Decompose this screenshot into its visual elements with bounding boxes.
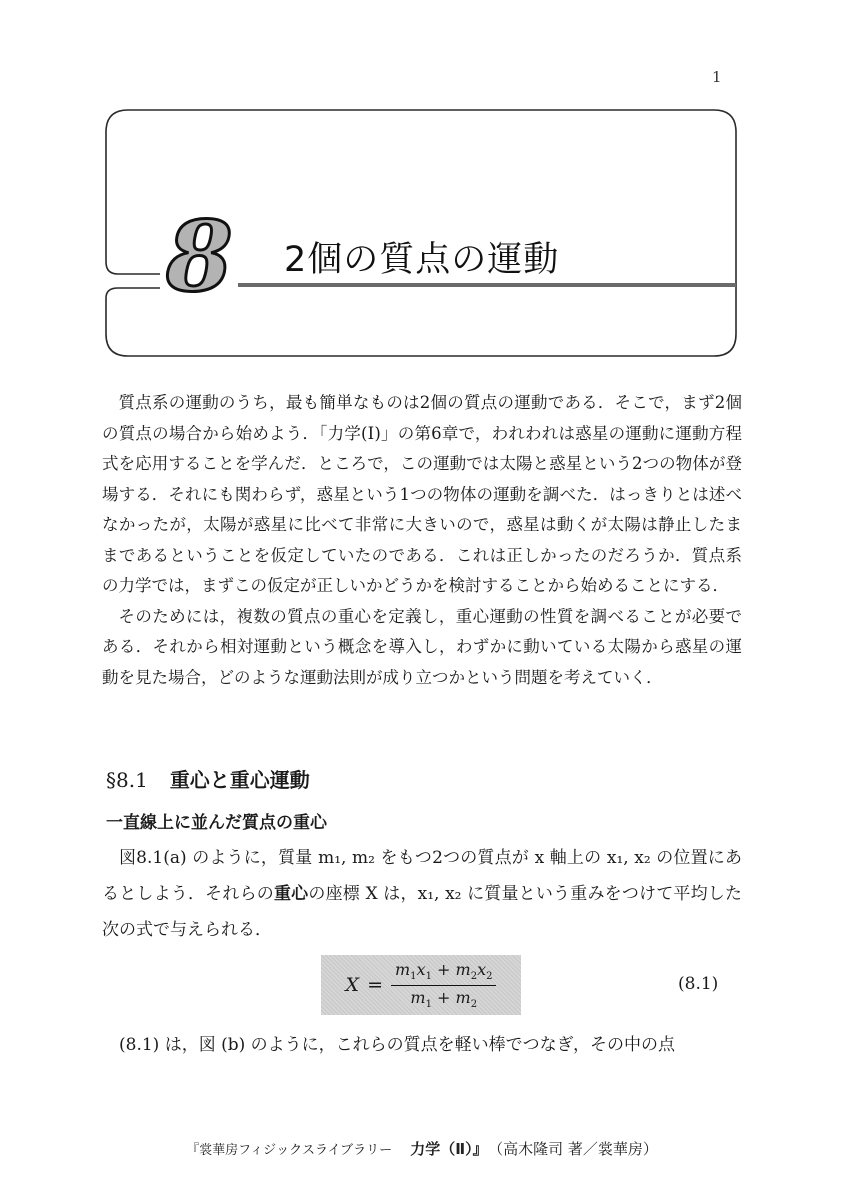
body-text-part: 図8.1(a) のように，質量 m₁, m₂ をもつ2つの質点が x 軸上の x₁, x₂ の位置にあるとしよう．それらの	[102, 848, 742, 904]
body-paragraph	[102, 840, 742, 948]
formula-denominator: $m_1 + m_2$	[410, 987, 478, 1010]
formula-numerator: $m_1x_1 + m_2x_2$	[391, 960, 496, 985]
footer-book: 力学（Ⅱ）』	[410, 1140, 488, 1158]
footer-series: 『裳華房フィジックスライブラリー	[186, 1143, 393, 1158]
section-title: 重心と重心運動	[169, 768, 310, 792]
footer-citation	[0, 1138, 844, 1159]
formula-lhs: X	[345, 974, 360, 996]
section-heading	[106, 764, 310, 793]
intro-paragraph: 質点系の運動のうち，最も簡単なものは2個の質点の運動である．そこで，まず2個の質点の場合から始めよう．「力学(Ⅰ)」の第6章で，われわれは惑星の運動に運動方程式を応用することを学んだ．ところで，この運動では太陽と惑星という2つの物体が登場する．それにも関わらず，惑星という1つの物体の運動を調べた．はっきりとは述べなかったが，太陽が惑星に比べて非常に大きいので，惑星は動くが太陽は静止したままであるということを仮定していたのである．これは正しかったのだろうか．質点系の力学では，まずこの仮定が正しいかどうかを検討することから始めることにする．	[102, 393, 742, 595]
chapter-header-frame	[0, 0, 844, 370]
intro-paragraph: そのためには，複数の質点の重心を定義し，重心運動の性質を調べることが必要である．それから相対運動という概念を導入し，わずかに動いている太陽から惑星の運動を見た場合，どのような運動法則が成り立つかという問題を考えていく．	[102, 606, 742, 687]
chapter-title: 2個の質点の運動	[284, 240, 560, 280]
formula	[321, 955, 521, 1015]
chapter-introduction	[102, 388, 742, 693]
footer-author: （高木隆司 著／裳華房）	[495, 1140, 658, 1158]
subsection-heading: 一直線上に並んだ質点の重心	[106, 813, 327, 833]
chapter-number: 8	[166, 200, 233, 313]
section-number: §8.1	[106, 768, 148, 792]
body-text-part: の座標 X は，x₁, x₂ に質量という重みをつけて平均した次の式で与えられる．	[102, 884, 743, 940]
page-number: 1	[712, 68, 722, 86]
emphasis-term: 重心	[273, 884, 309, 904]
equation-number: (8.1)	[678, 974, 719, 994]
body-text	[102, 840, 742, 948]
formula-box	[321, 955, 521, 1015]
body-paragraph: (8.1) は，図 (b) のように，これらの質点を軽い棒でつなぎ，その中の点	[119, 1035, 675, 1055]
formula-fraction	[391, 960, 496, 1009]
formula-equals: =	[367, 974, 383, 996]
